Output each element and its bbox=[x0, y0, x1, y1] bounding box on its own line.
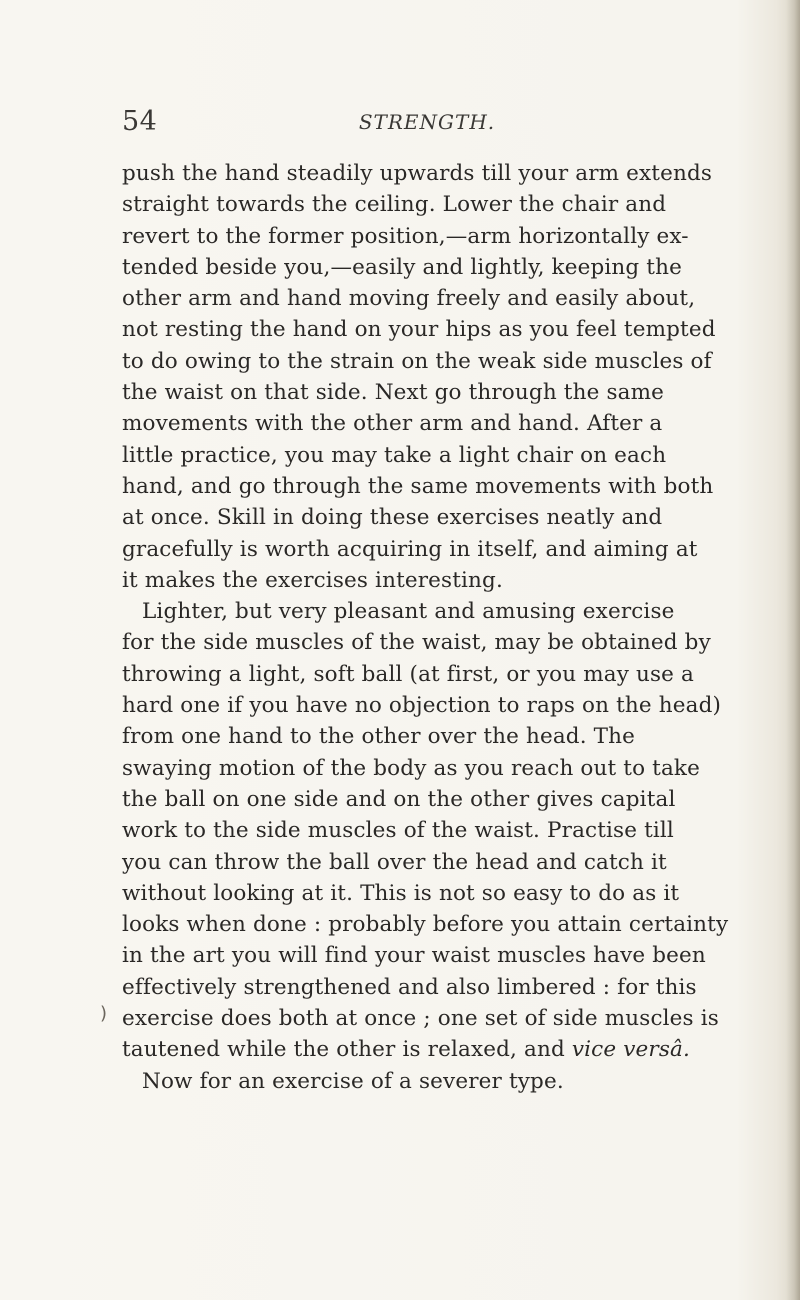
text-line: to do owing to the strain on the weak side muscles of bbox=[122, 348, 712, 374]
page-edge-shadow bbox=[786, 0, 800, 1300]
text-line: in the art you will find your waist muscles have been bbox=[122, 943, 706, 969]
text-line: hand, and go through the same movements with both bbox=[122, 473, 714, 499]
text-line: at once. Skill in doing these exercises neatly and bbox=[122, 505, 663, 531]
text-line: straight towards the ceiling. Lower the chair and bbox=[122, 192, 667, 218]
text-line: the waist on that side. Next go through the same bbox=[122, 380, 665, 406]
text-line-start: tautened while the other is relaxed, and bbox=[122, 1037, 565, 1063]
text-line: exercise does both at once ; one set of side muscles is bbox=[122, 1006, 719, 1032]
text-line: other arm and hand moving freely and easily about, bbox=[122, 286, 696, 312]
body-text bbox=[122, 158, 762, 1097]
text-line: looks when done : probably before you attain certainty bbox=[122, 912, 729, 938]
text-line: throwing a light, soft ball (at first, or you may use a bbox=[122, 661, 694, 687]
text-line: push the hand steadily upwards till your arm extends bbox=[122, 161, 713, 186]
text-line: without looking at it. This is not so easy to do as it bbox=[122, 880, 680, 906]
page-number: 54 bbox=[122, 106, 158, 137]
text-line: little practice, you may take a light chair on each bbox=[122, 442, 667, 468]
text-line: tended beside you,—easily and lightly, keeping the bbox=[122, 254, 682, 280]
text-line: Lighter, but very pleasant and amusing exercise bbox=[142, 599, 675, 625]
text-line bbox=[122, 1034, 762, 1065]
text-line: not resting the hand on your hips as you feel tempted bbox=[122, 317, 716, 343]
page-header bbox=[122, 106, 732, 142]
text-line: the ball on one side and on the other gives capital bbox=[122, 786, 676, 812]
margin-mark: ) bbox=[100, 1003, 108, 1024]
text-line: movements with the other arm and hand. After a bbox=[122, 411, 663, 437]
text-line: gracefully is worth acquiring in itself, and aiming at bbox=[122, 536, 698, 562]
text-line: for the side muscles of the waist, may be obtained by bbox=[122, 630, 711, 656]
text-line: Now for an exercise of a severer type. bbox=[142, 1068, 564, 1094]
text-line: revert to the former position,—arm horizontally ex- bbox=[122, 223, 689, 249]
italic-phrase: vice versâ. bbox=[571, 1037, 690, 1063]
text-line: swaying motion of the body as you reach out to take bbox=[122, 755, 700, 781]
text-line: it makes the exercises interesting. bbox=[122, 567, 503, 593]
text-line: effectively strengthened and also limbered : for this bbox=[122, 974, 697, 1000]
text-line: from one hand to the other over the head. The bbox=[122, 724, 636, 750]
running-head: STRENGTH. bbox=[358, 110, 496, 134]
text-line: you can throw the ball over the head and catch it bbox=[122, 849, 667, 875]
text-line: hard one if you have no objection to raps on the head) bbox=[122, 693, 722, 719]
text-line: work to the side muscles of the waist. Practise till bbox=[122, 818, 674, 844]
